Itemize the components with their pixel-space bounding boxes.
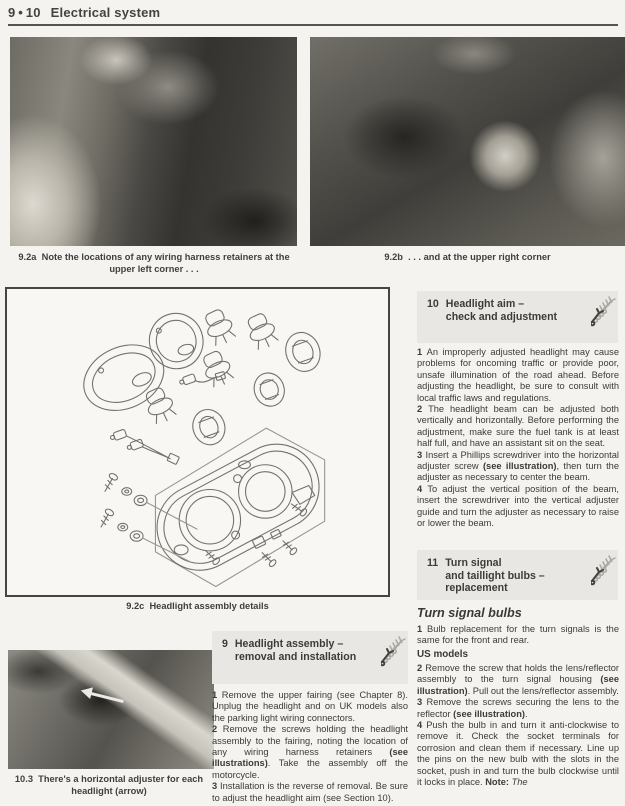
section-11-header xyxy=(417,550,618,600)
spanner-rating-icon xyxy=(381,634,407,670)
section-10-header xyxy=(417,291,618,343)
figure-caption-92c: 9.2c Headlight assembly details xyxy=(126,601,269,611)
figure-caption-92a: 9.2a Note the locations of any wiring harness retainers at the upper left corner . . . xyxy=(18,252,290,274)
paragraph: 2 Remove the screw that holds the lens/reflector assembly to the turn signal housing (see illustration). Pull out the lens/reflector assembly. xyxy=(417,663,619,696)
page-header xyxy=(8,5,160,20)
pointer-arrow xyxy=(90,692,124,703)
paragraph: 4 Push the bulb in and turn it anti-clockwise to remove it. Check the socket terminals for corrosion and clean them if necessary. Line up the pins on the new bulb with the slots in the socket, push in and turn the bulb clockwise until it locks in place. Note: The xyxy=(417,720,619,788)
section-11-intro-text xyxy=(417,624,619,647)
section-title: Turn signal and taillight bulbs – replacement xyxy=(445,557,545,595)
paragraph: 3 Remove the screws securing the lens to the reflector (see illustration). xyxy=(417,697,619,719)
header-rule xyxy=(8,24,618,26)
section-number: 10 xyxy=(427,298,439,310)
section-10-text xyxy=(417,347,619,530)
section-9-text xyxy=(212,690,408,804)
paragraph: 3 Insert a Phillips screwdriver into the horizontal adjuster screw (see illustration), then turn the adjuster as necessary to center the beam. xyxy=(417,449,619,483)
section-title: Headlight aim – check and adjustment xyxy=(445,298,558,323)
figure-caption-92b: 9.2b . . . and at the upper right corner xyxy=(384,252,551,262)
section-9-header xyxy=(212,631,408,684)
spanner-rating-icon xyxy=(591,553,617,589)
spanner-rating-icon xyxy=(591,294,617,330)
section-title: Headlight assembly – removal and installation xyxy=(234,638,357,663)
page-number: 9 • 10 xyxy=(8,5,41,20)
paragraph: 2 The headlight beam can be adjusted both vertically and horizontally. Before performing the adjustment, make sure the fuel tank is at least half full, and have an assistant sit on the seat. xyxy=(417,404,619,449)
photo-upper-right-retainer xyxy=(310,37,625,246)
exploded-view-drawing xyxy=(7,289,388,595)
section-11-us-text xyxy=(417,663,619,788)
us-models-subheading: US models xyxy=(417,649,469,660)
paragraph: 1 Bulb replacement for the turn signals is the same for the front and rear. xyxy=(417,624,619,646)
section-number: 9 xyxy=(222,638,228,650)
paragraph: 4 To adjust the vertical position of the beam, insert the screwdriver into the vertical adjuster guide and turn the adjuster as necessary to raise or lower the beam. xyxy=(417,483,619,529)
paragraph: 1 An improperly adjusted headlight may cause problems for oncoming traffic or provide poor, unsafe illumination of the road ahead. Before adjusting the headlight, be sure to consult with local traffic laws and regulations. xyxy=(417,347,619,403)
paragraph: 1 Remove the upper fairing (see Chapter 8). Unplug the headlight and on UK models also the parking light wiring connectors. xyxy=(212,690,408,723)
photo-horizontal-adjuster xyxy=(8,650,214,769)
paragraph: 3 Installation is the reverse of removal. Be sure to adjust the headlight aim (see Section 10). xyxy=(212,781,408,803)
turn-signal-bulbs-heading: Turn signal bulbs xyxy=(417,606,522,620)
figure-caption-103: 10.3 There's a horizontal adjuster for each headlight (arrow) xyxy=(14,774,204,796)
headlight-assembly-diagram xyxy=(5,287,390,597)
paragraph: 2 Remove the screws holding the headlight assembly to the fairing, noting the location of any wiring harness retainers (see illustrations). Take the assembly off the motorcycle. xyxy=(212,724,408,780)
photo-upper-left-retainer xyxy=(10,37,297,246)
section-number: 11 xyxy=(427,557,439,569)
chapter-title: Electrical system xyxy=(50,5,161,20)
